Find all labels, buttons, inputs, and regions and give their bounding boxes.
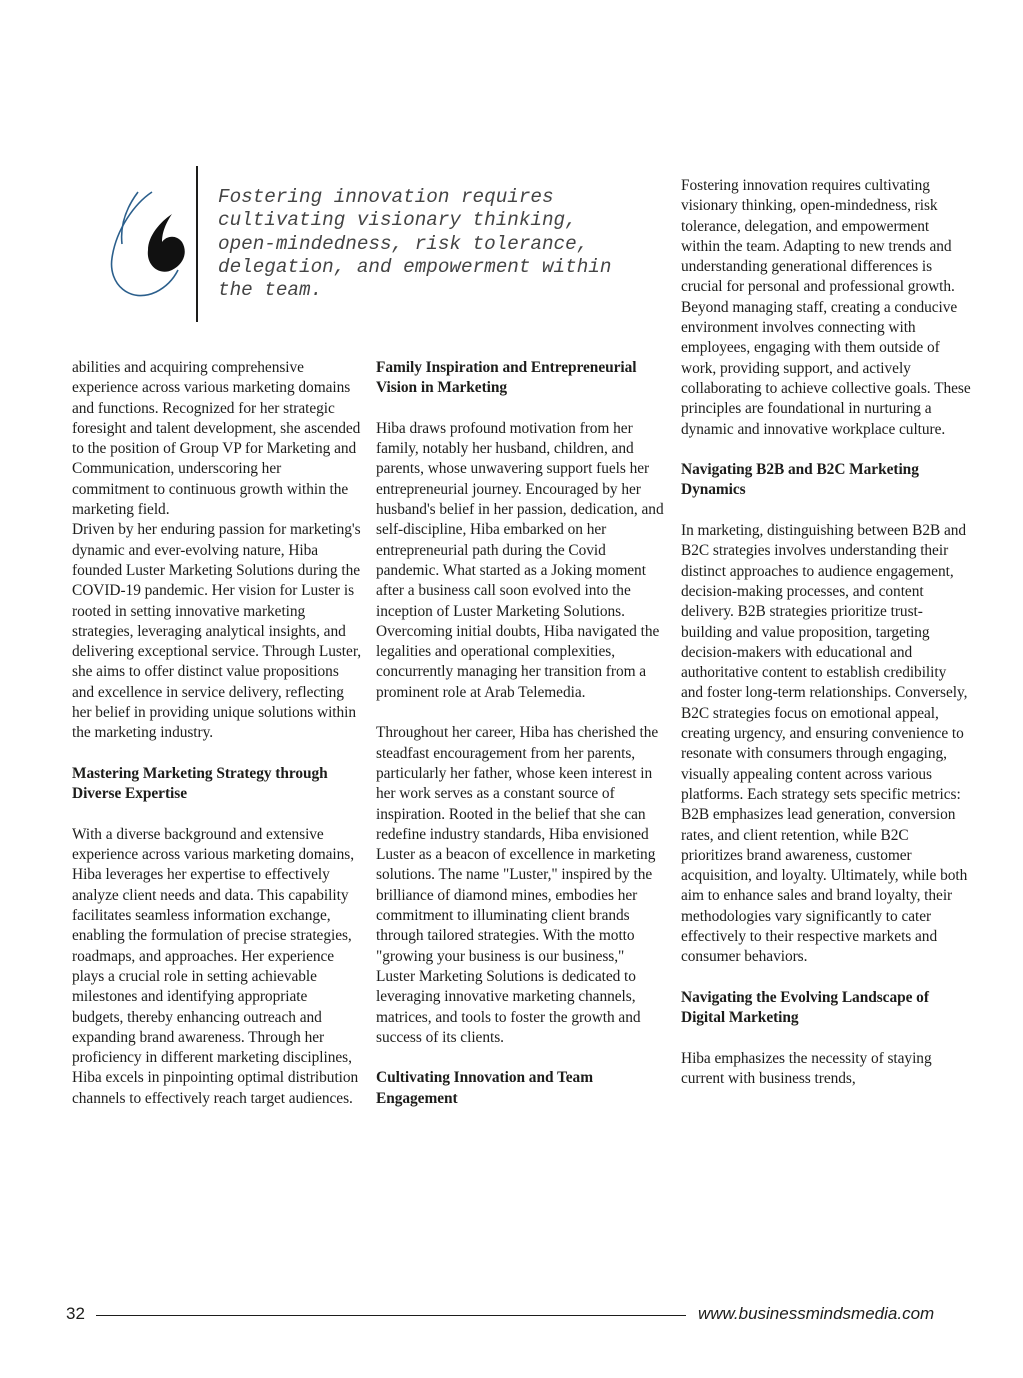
footer-divider <box>96 1315 686 1316</box>
section-heading: Cultivating Innovation and Team Engagement <box>376 1069 593 1107</box>
paragraph: abilities and acquiring comprehensive experience across various marketing domains and functions. Recognized for her strategic foresight and talent development, she ascended to the position of Group VP for Marketing and Communication, underscoring her commitment to continuous growth within the marketing field. <box>72 359 361 519</box>
opening-quotation-mark-icon <box>108 186 190 302</box>
quote-divider <box>196 166 198 322</box>
pull-quote: Fostering innovation requires cultivating visionary thinking, open-mindedness, risk tolerance, delegation, and empowerment within the team. <box>218 186 612 302</box>
paragraph: In marketing, distinguishing between B2B and B2C strategies involves understanding their distinct approaches to audience engagement, decision-making processes, and content delivery. B2B strategies prioritize trust-building and value proposition, targeting decision-makers with educational and authoritative content to establish credibility and foster long-term relationships. Conversely, B2C strategies focus on emotional appeal, creating urgency, and ensuring convenience to resonate with consumers through engaging, visually appealing content across various platforms. Each strategy sets specific metrics: B2B emphasizes lead generation, conversion rates, and client retention, while B2C prioritizes brand awareness, customer acquisition, and loyalty. Ultimately, while both aim to enhance sales and brand loyalty, their methodologies vary significantly to cater effectively to their respective markets and consumer behaviors. <box>681 522 968 966</box>
paragraph: Hiba draws profound motivation from her family, notably her husband, children, and parents, whose unwavering support fuels her entrepreneurial journey. Encouraged by her husband's belief in her passion, dedication, and self-discipline, Hiba embarked on her entrepreneurial path during the Covid pandemic. What started as a Joking moment after a business call soon evolved into the inception of Luster Marketing Solutions. Overcoming initial doubts, Hiba navigated the legalities and operational complexities, concurrently managing her transition from a prominent role at Arab Telemedia. <box>376 419 664 701</box>
column-3 <box>681 176 971 1089</box>
paragraph: Driven by her enduring passion for marketing's dynamic and ever-evolving nature, Hiba founded Luster Marketing Solutions during the COVID-19 pandemic. Her vision for Luster is rooted in setting innovative marketing strategies, leveraging analytical insights, and delivering exceptional service. Through Luster, she aims to offer distinct value propositions and excellence in service delivery, reflecting her belief in providing unique solutions within the marketing industry. <box>72 521 362 742</box>
paragraph: With a diverse background and extensive experience across various marketing domains, Hiba leverages her expertise to effectively analyze client needs and data. This capability facilitates seamless information exchange, enabling the formulation of precise strategies, roadmaps, and approaches. Her experience plays a crucial role in setting achievable milestones and identifying appropriate budgets, thereby enhancing outreach and expanding brand awareness. Through her proficiency in different marketing disciplines, Hiba excels in pinpointing optimal distribution channels to effectively reach target audiences. <box>72 825 359 1107</box>
page-number: 32 <box>66 1304 85 1323</box>
column-1 <box>72 358 362 1109</box>
section-heading: Navigating B2B and B2C Marketing Dynamics <box>681 461 919 499</box>
paragraph: Fostering innovation requires cultivating visionary thinking, open-mindedness, risk tolerance, delegation, and empowerment within the team. Adapting to new trends and understanding generational differences is crucial for personal and professional growth. Beyond managing staff, creating a conducive environment involves connecting with employees, engaging with them outside of work, providing support, and actively collaborating to achieve collective goals. These principles are foundational in nurturing a dynamic and innovative workplace culture. <box>681 177 971 438</box>
paragraph: Throughout her career, Hiba has cherished the steadfast encouragement from her parents, particularly her father, whose keen interest in her work serves as a constant source of inspiration. Rooted in the belief that she can redefine industry standards, Hiba envisioned Luster as a beacon of excellence in marketing solutions. The name "Luster," inspired by the brilliance of diamond mines, embodies her commitment to illuminating client brands through tailored strategies. With the motto "growing your business is our business," Luster Marketing Solutions is dedicated to leveraging innovative marketing channels, matrices, and tools to foster the growth and success of its clients. <box>376 724 659 1046</box>
column-2 <box>376 358 666 1109</box>
paragraph: Hiba emphasizes the necessity of staying current with business trends, <box>681 1049 932 1088</box>
section-heading: Navigating the Evolving Landscape of Digital Marketing <box>681 988 929 1027</box>
section-heading: Family Inspiration and Entrepreneurial Vision in Marketing <box>376 359 637 397</box>
section-heading: Mastering Marketing Strategy through Diverse Expertise <box>72 764 328 803</box>
footer-url[interactable]: www.businessmindsmedia.com <box>698 1304 935 1323</box>
